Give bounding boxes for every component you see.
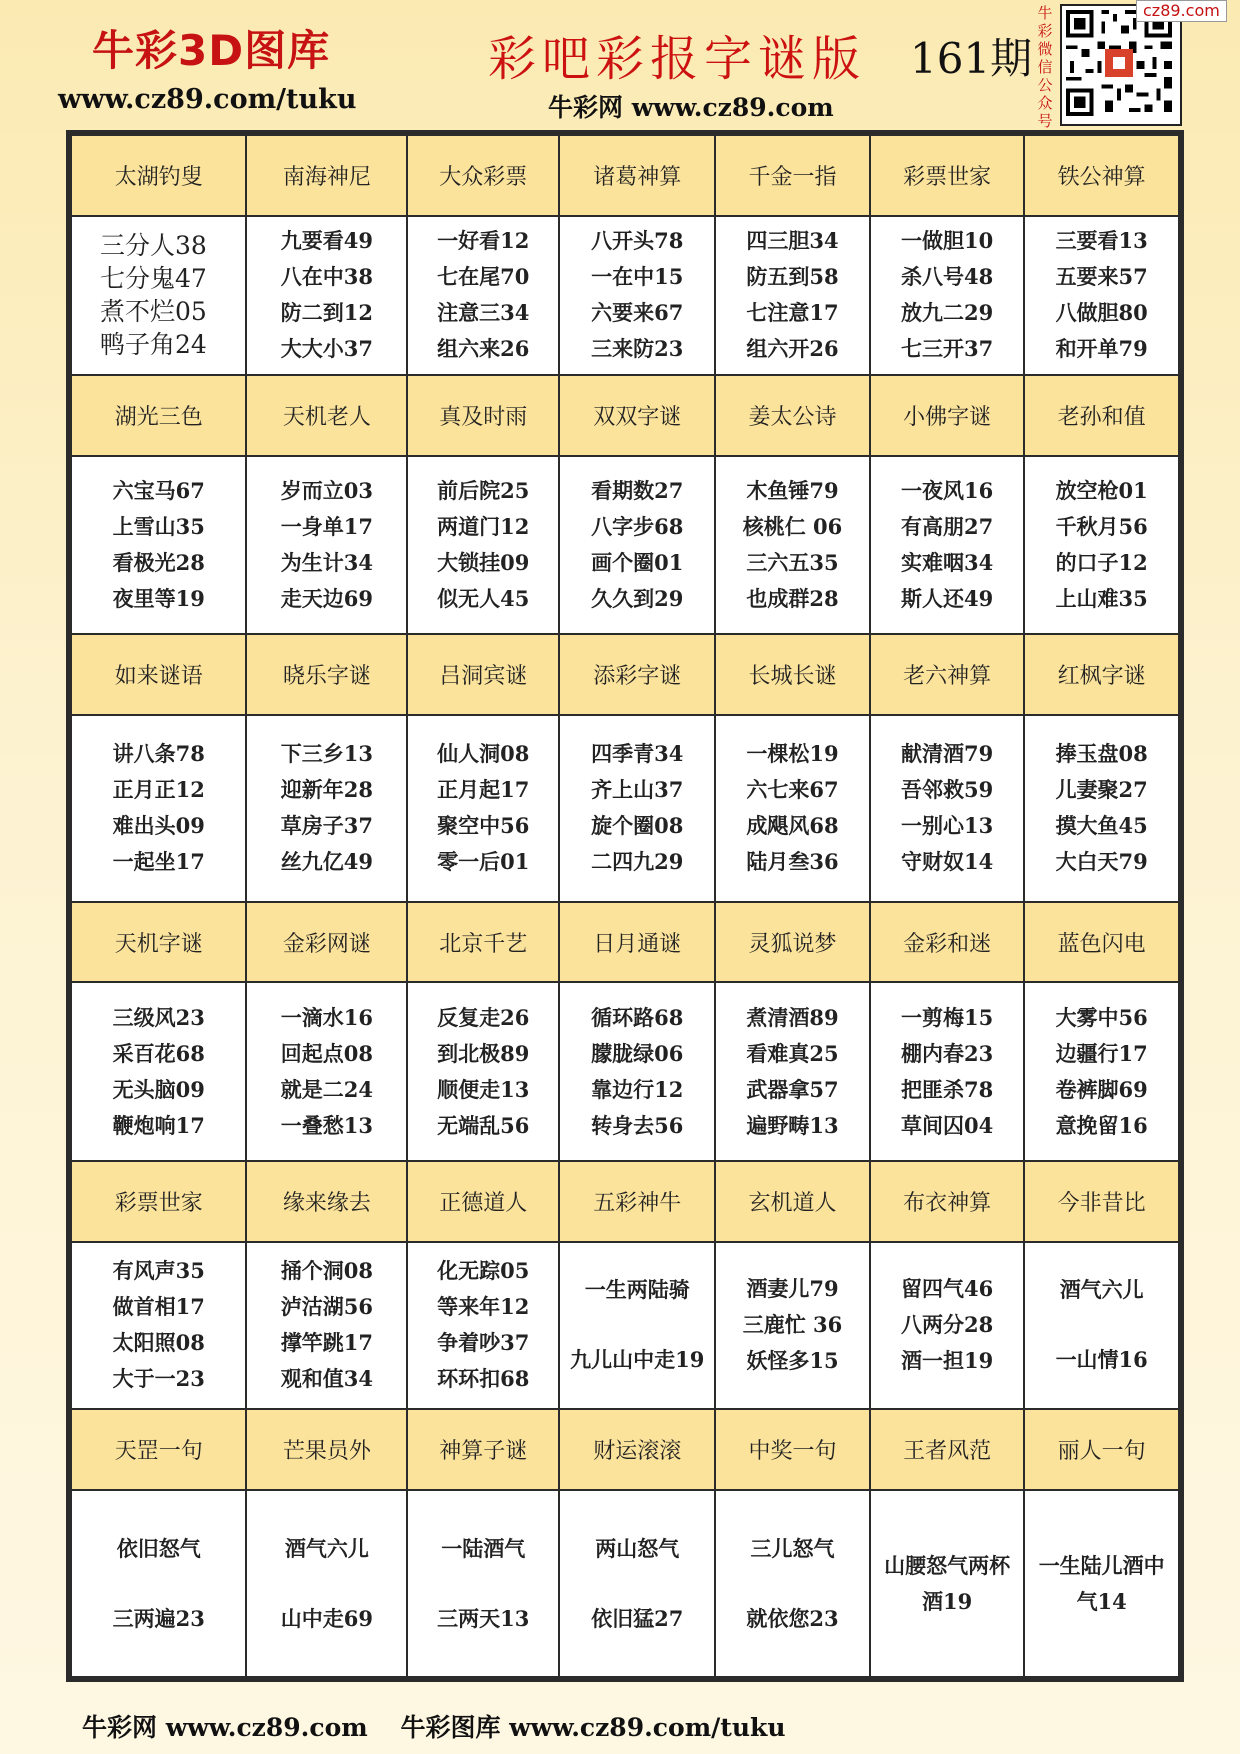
cell-line: 六宝马67: [112, 477, 205, 503]
column-header: 财运滚滚: [559, 1409, 715, 1490]
table-cell: [715, 1490, 870, 1677]
cell-line: 八字步68: [591, 513, 684, 539]
column-header: 布衣神算: [870, 1161, 1025, 1242]
cell-line: 妖怪多15: [746, 1348, 839, 1374]
table-cell: [1024, 1242, 1179, 1410]
column-header: 中奖一句: [715, 1409, 870, 1490]
table-row: [71, 982, 1179, 1160]
cell-line: 意挽留16: [1055, 1112, 1148, 1138]
cell-line: 武器拿57: [746, 1076, 839, 1102]
column-header: 姜太公诗: [715, 375, 870, 456]
cell-line: 放九二29: [900, 300, 994, 326]
column-header: 蓝色闪电: [1024, 902, 1179, 983]
cell-line: 反复走26: [437, 1004, 530, 1030]
header-row: [71, 902, 1179, 983]
table-cell: [71, 216, 246, 375]
column-header: 双双字谜: [559, 375, 715, 456]
table-cell: [407, 216, 559, 375]
table-row: [71, 1490, 1179, 1677]
cell-line: 久久到29: [591, 585, 684, 611]
column-header: 老六神算: [870, 634, 1025, 715]
cell-line: 煮不烂05: [100, 297, 207, 327]
cell-line: 组六开26: [746, 336, 839, 362]
table-cell: [870, 1242, 1025, 1410]
cell-line: 似无人45: [437, 585, 530, 611]
cell-line: 三鹿忙 36: [742, 1312, 843, 1338]
cell-line: 下三乡13: [280, 741, 373, 767]
cell-gap: [72, 1567, 245, 1601]
column-header: 王者风范: [870, 1409, 1025, 1490]
table-row: [71, 456, 1179, 634]
cell-line: 三两天13: [437, 1605, 530, 1631]
cell-line: 组六来26: [437, 336, 530, 362]
cell-line: 鸭子角24: [100, 330, 207, 360]
table-cell: [71, 1490, 246, 1677]
cell-line: 大锁挂09: [437, 549, 530, 575]
cell-line: 七在尾70: [437, 264, 530, 290]
cell-line: 献清酒79: [900, 741, 994, 767]
cell-line: 朦胧绿06: [591, 1040, 684, 1066]
table-cell: [71, 982, 246, 1160]
cell-line: 一棵松19: [746, 741, 839, 767]
column-header: 大众彩票: [407, 135, 559, 216]
column-header: 神算子谜: [407, 1409, 559, 1490]
cell-line: 画个圈01: [591, 549, 684, 575]
cell-line: 草间囚04: [900, 1112, 994, 1138]
column-header: 灵狐说梦: [715, 902, 870, 983]
cell-line: 观和值34: [280, 1366, 373, 1392]
table-cell: [71, 715, 246, 902]
cell-line: 成飓风68: [746, 813, 839, 839]
table-row: [71, 216, 1179, 375]
column-header: 金彩网谜: [246, 902, 407, 983]
cell-line: 一山情16: [1055, 1347, 1148, 1373]
cell-line: 卷裤脚69: [1055, 1076, 1148, 1102]
cell-line: 有高朋27: [900, 513, 994, 539]
cell-line: 斯人还49: [900, 585, 994, 611]
cell-line: 难出头09: [112, 813, 205, 839]
cell-line: 气14: [1076, 1588, 1127, 1614]
cell-line: 化无踪05: [437, 1258, 530, 1284]
cell-line: 一身单17: [280, 513, 373, 539]
cell-gap: [560, 1567, 714, 1601]
cell-line: 看期数27: [591, 477, 684, 503]
table-cell: [246, 456, 407, 634]
cell-line: 正月正12: [112, 777, 205, 803]
table-cell: [715, 216, 870, 375]
cell-line: 也成群28: [746, 585, 839, 611]
column-header: 晓乐字谜: [246, 634, 407, 715]
cell-line: 大于一23: [112, 1366, 205, 1392]
cell-line: 三分人38: [100, 231, 207, 261]
cell-line: 捅个洞08: [280, 1258, 373, 1284]
column-header: 吕洞宾谜: [407, 634, 559, 715]
cell-line: 依旧怒气: [116, 1535, 201, 1561]
cell-line: 一滴水16: [280, 1004, 373, 1030]
cell-line: 无端乱56: [437, 1112, 530, 1138]
table-cell: [246, 982, 407, 1160]
cell-line: 三六五35: [746, 549, 839, 575]
cell-gap: [560, 1308, 714, 1342]
table-cell: [870, 456, 1025, 634]
cell-line: 迎新年28: [280, 777, 373, 803]
column-header: 千金一指: [715, 135, 870, 216]
cell-line: 三儿怒气: [750, 1535, 835, 1561]
cell-line: 走天边69: [280, 585, 373, 611]
cell-line: 酒妻儿79: [746, 1276, 839, 1302]
cell-line: 六七来67: [746, 777, 839, 803]
table-cell: [407, 1242, 559, 1410]
column-header: 红枫字谜: [1024, 634, 1179, 715]
cell-line: 大雾中56: [1055, 1004, 1148, 1030]
cell-line: 三来防23: [591, 336, 684, 362]
cell-line: 丝九亿49: [280, 849, 373, 875]
cell-line: 讲八条78: [112, 741, 205, 767]
cell-line: 聚空中56: [437, 813, 530, 839]
cell-line: 等来年12: [437, 1294, 530, 1320]
cell-line: 一陆酒气: [441, 1535, 526, 1561]
column-header: 添彩字谜: [559, 634, 715, 715]
cell-line: 守财奴14: [900, 849, 994, 875]
table-cell: [71, 456, 246, 634]
column-header: 南海神尼: [246, 135, 407, 216]
column-header: 彩票世家: [71, 1161, 246, 1242]
footer-right[interactable]: 牛彩图库 www.cz89.com/tuku: [400, 1713, 786, 1742]
column-header: 北京千艺: [407, 902, 559, 983]
column-header: 天罡一句: [71, 1409, 246, 1490]
cell-line: 齐上山37: [591, 777, 684, 803]
cell-line: 一生陆儿酒中: [1038, 1552, 1165, 1578]
cell-line: 一夜风16: [900, 477, 994, 503]
cell-line: 九儿山中走19: [570, 1347, 705, 1373]
table-cell: [1024, 982, 1179, 1160]
cell-line: 回起点08: [280, 1040, 373, 1066]
cell-line: 大大小37: [280, 336, 373, 362]
table-cell: [870, 1490, 1025, 1677]
cell-line: 吾邻救59: [900, 777, 994, 803]
cell-line: 摸大鱼45: [1055, 813, 1148, 839]
table-cell: [715, 715, 870, 902]
cell-line: 仙人洞08: [437, 741, 530, 767]
cell-line: 五要来57: [1055, 264, 1148, 290]
table-cell: [407, 982, 559, 1160]
cell-line: 实难咽34: [900, 549, 994, 575]
cell-line: 旋个圈08: [591, 813, 684, 839]
cell-gap: [716, 1567, 869, 1601]
column-header: 老孙和值: [1024, 375, 1179, 456]
brand-title: 牛彩3D图库: [92, 26, 331, 75]
header-row: [71, 1161, 1179, 1242]
column-header: 正德道人: [407, 1161, 559, 1242]
page-title: 彩吧彩报字谜版: [488, 31, 867, 87]
table-cell: [407, 456, 559, 634]
cell-line: 一做胆10: [900, 228, 994, 254]
cell-line: 就依您23: [746, 1605, 839, 1631]
table-cell: [246, 715, 407, 902]
cell-line: 遍野畴13: [746, 1112, 839, 1138]
table-cell: [559, 715, 715, 902]
cell-line: 防二到12: [280, 300, 373, 326]
header-row: [71, 634, 1179, 715]
cell-line: 两山怒气: [595, 1535, 680, 1561]
cell-line: 留四气46: [900, 1276, 994, 1302]
column-header: 诸葛神算: [559, 135, 715, 216]
column-header: 湖光三色: [71, 375, 246, 456]
cell-line: 夜里等19: [112, 585, 205, 611]
cell-line: 转身去56: [591, 1112, 684, 1138]
cell-line: 七三开37: [900, 336, 994, 362]
cell-line: 一在中15: [591, 264, 684, 290]
cell-gap: [408, 1567, 558, 1601]
cell-line: 七分鬼47: [100, 264, 207, 294]
column-header: 缘来缘去: [246, 1161, 407, 1242]
column-header: 真及时雨: [407, 375, 559, 456]
table-cell: [1024, 1490, 1179, 1677]
table-cell: [246, 216, 407, 375]
cell-line: 太阳照08: [112, 1330, 205, 1356]
column-header: 铁公神算: [1024, 135, 1179, 216]
cell-line: 顺便走13: [437, 1076, 530, 1102]
site-line[interactable]: 牛彩网 www.cz89.com: [548, 93, 834, 122]
cell-line: 岁而立03: [280, 477, 373, 503]
cell-line: 核桃仁 06: [742, 513, 843, 539]
table-cell: [559, 982, 715, 1160]
table-cell: [407, 1490, 559, 1677]
column-header: 如来谜语: [71, 634, 246, 715]
cell-line: 煮清酒89: [746, 1004, 839, 1030]
column-header: 太湖钓叟: [71, 135, 246, 216]
column-header: 芒果员外: [246, 1409, 407, 1490]
cell-line: 木鱼锤79: [746, 477, 839, 503]
table-cell: [559, 456, 715, 634]
cell-line: 千秋月56: [1055, 513, 1148, 539]
cell-line: 捧玉盘08: [1055, 741, 1148, 767]
cell-line: 二四九29: [591, 849, 684, 875]
table-cell: [715, 456, 870, 634]
cell-line: 和开单79: [1055, 336, 1148, 362]
cell-line: 把匪杀78: [900, 1076, 994, 1102]
table-cell: [870, 715, 1025, 902]
cell-line: 一起坐17: [112, 849, 205, 875]
cell-line: 到北极89: [437, 1040, 530, 1066]
cell-line: 酒一担19: [900, 1348, 994, 1374]
table-row: [71, 1242, 1179, 1410]
cell-line: 撑竿跳17: [280, 1330, 373, 1356]
cell-line: 采百花68: [112, 1040, 205, 1066]
cell-line: 八开头78: [591, 228, 684, 254]
cell-line: 八做胆80: [1055, 300, 1148, 326]
cell-line: 无头脑09: [112, 1076, 205, 1102]
cell-line: 边疆行17: [1055, 1040, 1148, 1066]
cell-line: 四季青34: [591, 741, 684, 767]
header-row: [71, 375, 1179, 456]
cell-line: 六要来67: [591, 300, 684, 326]
cell-gap: [247, 1567, 406, 1601]
column-header: 日月通谜: [559, 902, 715, 983]
wechat-label: 牛彩微信公众号: [1037, 4, 1053, 130]
header-row: [71, 1409, 1179, 1490]
cell-line: 一别心13: [900, 813, 994, 839]
issue-number: 161期: [910, 34, 1033, 83]
table-cell: [559, 216, 715, 375]
column-header: 五彩神牛: [559, 1161, 715, 1242]
cell-line: 大白天79: [1055, 849, 1148, 875]
cell-line: 山腰怒气两杯: [884, 1552, 1011, 1578]
cell-gap: [1025, 1308, 1178, 1342]
cell-line: 争着吵37: [437, 1330, 530, 1356]
cell-line: 酒气六儿: [284, 1535, 369, 1561]
cell-line: 防五到58: [746, 264, 839, 290]
cell-line: 九要看49: [280, 228, 373, 254]
site-tag[interactable]: cz89.com: [1136, 0, 1227, 22]
cell-line: 循环路68: [591, 1004, 684, 1030]
cell-line: 注意三34: [437, 300, 530, 326]
column-header: 长城长谜: [715, 634, 870, 715]
cell-line: 就是二24: [280, 1076, 373, 1102]
cell-line: 靠边行12: [591, 1076, 684, 1102]
table-cell: [559, 1242, 715, 1410]
cell-line: 四三胆34: [746, 228, 839, 254]
table-cell: [71, 1242, 246, 1410]
cell-line: 放空枪01: [1055, 477, 1148, 503]
cell-line: 为生计34: [280, 549, 373, 575]
cell-line: 一好看12: [437, 228, 530, 254]
column-header: 小佛字谜: [870, 375, 1025, 456]
table-cell: [246, 1242, 407, 1410]
column-header: 天机老人: [246, 375, 407, 456]
cell-line: 一剪梅15: [900, 1004, 994, 1030]
table-row: [71, 715, 1179, 902]
lottery-riddle-table: [66, 130, 1184, 1682]
table-cell: [246, 1490, 407, 1677]
table-cell: [870, 216, 1025, 375]
cell-line: 八两分28: [900, 1312, 994, 1338]
cell-line: 做首相17: [112, 1294, 205, 1320]
brand-url[interactable]: www.cz89.com/tuku: [58, 84, 357, 115]
table-cell: [1024, 715, 1179, 902]
table-cell: [715, 982, 870, 1160]
column-header: 玄机道人: [715, 1161, 870, 1242]
cell-line: 三要看13: [1055, 228, 1148, 254]
cell-line: 一生两陆骑: [584, 1277, 690, 1303]
column-header: 今非昔比: [1024, 1161, 1179, 1242]
column-header: 彩票世家: [870, 135, 1025, 216]
cell-line: 看极光28: [112, 549, 205, 575]
cell-line: 三两遍23: [112, 1605, 205, 1631]
cell-line: 三级风23: [112, 1004, 205, 1030]
cell-line: 一叠愁13: [280, 1112, 373, 1138]
cell-line: 鞭炮响17: [112, 1112, 205, 1138]
table-cell: [559, 1490, 715, 1677]
table-cell: [1024, 456, 1179, 634]
table-cell: [407, 715, 559, 902]
cell-line: 杀八号48: [900, 264, 994, 290]
cell-line: 依旧猛27: [591, 1605, 684, 1631]
footer: [82, 1708, 810, 1744]
column-header: 丽人一句: [1024, 1409, 1179, 1490]
cell-line: 的口子12: [1055, 549, 1148, 575]
cell-line: 酒气六儿: [1059, 1277, 1144, 1303]
cell-line: 看难真25: [746, 1040, 839, 1066]
cell-line: 前后院25: [437, 477, 530, 503]
cell-line: 有风声35: [112, 1258, 205, 1284]
column-header: 天机字谜: [71, 902, 246, 983]
cell-line: 七注意17: [746, 300, 839, 326]
header-row: [71, 135, 1179, 216]
cell-line: 陆月叁36: [746, 849, 839, 875]
cell-line: 零一后01: [437, 849, 530, 875]
cell-line: 山中走69: [280, 1605, 373, 1631]
cell-line: 棚内春23: [900, 1040, 994, 1066]
qr-code-icon[interactable]: [1060, 4, 1182, 126]
cell-line: 泸沽湖56: [280, 1294, 373, 1320]
footer-left[interactable]: 牛彩网 www.cz89.com: [82, 1713, 368, 1742]
cell-line: 环环扣68: [437, 1366, 530, 1392]
cell-line: 两道门12: [437, 513, 530, 539]
cell-line: 上山难35: [1055, 585, 1148, 611]
cell-line: 草房子37: [280, 813, 373, 839]
table-cell: [715, 1242, 870, 1410]
cell-line: 酒19: [921, 1588, 973, 1614]
cell-line: 正月起17: [437, 777, 530, 803]
cell-line: 儿妻聚27: [1055, 777, 1148, 803]
cell-line: 八在中38: [280, 264, 373, 290]
cell-line: 上雪山35: [112, 513, 205, 539]
column-header: 金彩和迷: [870, 902, 1025, 983]
table-cell: [1024, 216, 1179, 375]
table-cell: [870, 982, 1025, 1160]
